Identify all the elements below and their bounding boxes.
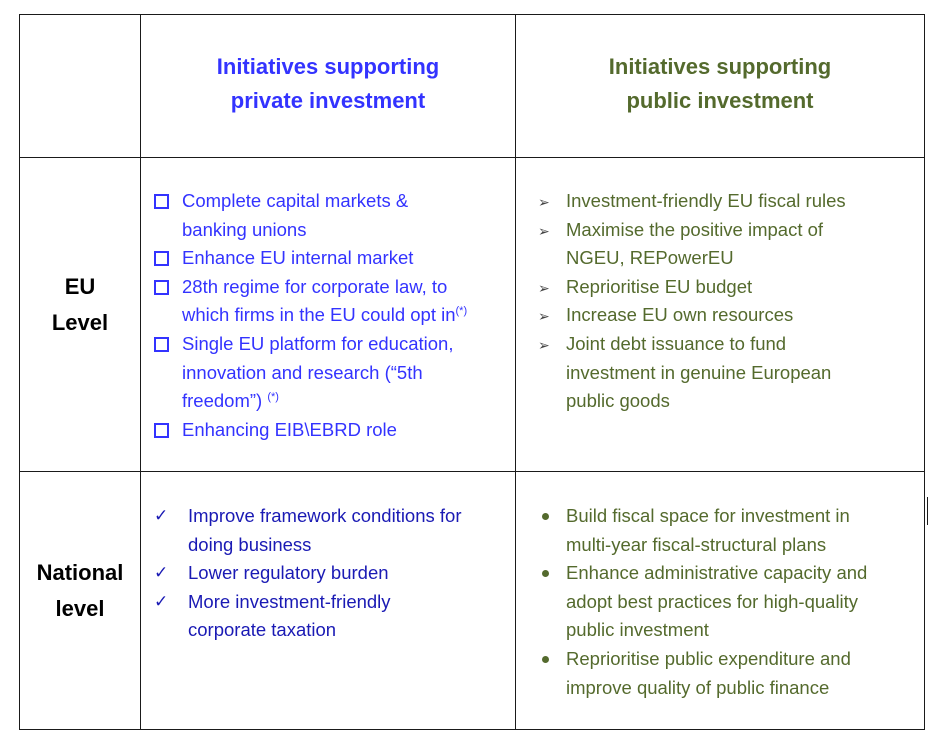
national-private-list [154,502,509,645]
item-text: investment in genuine European [566,361,832,383]
row-label-national-level [20,472,140,731]
bullet-dot-icon [542,513,549,520]
header-public-investment [516,15,924,157]
list-item [154,330,509,416]
list-item [154,502,509,559]
list-item [538,330,918,416]
arrowhead-icon: ➢ [538,222,550,239]
item-text: NGEU, REPowerEU [566,247,734,269]
list-item [538,273,918,302]
eu-label-line2: Level [51,309,109,335]
header-private-investment [141,15,515,157]
item-text: Improve framework conditions for [188,505,462,526]
header-private-line1: Initiatives supporting [216,54,440,79]
national-label-line1: National [36,559,124,585]
checkmark-icon: ✓ [154,506,169,525]
item-text: public goods [566,390,670,412]
item-text: Reprioritise public expenditure and [566,647,851,669]
item-text: Investment-friendly EU fiscal rules [566,190,846,211]
cursor-edge-mark [927,497,928,525]
row-divider-2 [20,471,924,472]
row-divider-1 [20,157,924,158]
checkbox-square-icon [154,251,169,266]
item-text: public investment [566,619,709,641]
list-item [538,301,918,330]
item-text: innovation and research (“5th [182,361,423,383]
item-text: Increase EU own resources [566,304,794,326]
item-text: multi-year fiscal-structural plans [566,533,827,555]
item-text: Enhancing EIB\EBRD role [182,418,397,440]
list-item [538,502,922,559]
list-item [538,216,918,273]
list-item [538,559,922,645]
item-text: Enhance EU internal market [182,247,414,269]
eu-private-list [154,187,509,444]
eu-private-cell [154,187,509,444]
national-public-cell [538,502,922,702]
item-text: Complete capital markets & [182,190,409,211]
item-text: Build fiscal space for investment in [566,505,850,526]
arrowhead-icon: ➢ [538,336,550,353]
list-item [154,559,509,588]
header-public-line1: Initiatives supporting [608,54,832,79]
list-item [154,588,509,645]
item-text: Reprioritise EU budget [566,275,753,297]
item-text: Enhance administrative capacity and [566,562,868,584]
checkmark-icon: ✓ [154,563,169,583]
item-text: Single EU platform for education, [182,332,454,354]
item-text: improve quality of public finance [566,676,830,698]
national-public-list [538,502,922,702]
bullet-dot-icon [542,570,549,577]
item-text: which firms in the EU could opt in [182,304,456,326]
footnote-marker: (*) [267,391,279,404]
national-private-cell [154,502,509,645]
item-text: freedom”) [182,390,263,412]
list-item [154,416,509,445]
item-text: banking unions [182,218,307,240]
checkbox-square-icon [154,423,169,438]
header-private-line2: private investment [230,88,426,113]
eu-public-cell [538,187,918,416]
checkbox-square-icon [154,337,169,352]
arrowhead-icon: ➢ [538,194,550,210]
list-item [154,244,509,273]
footnote-marker: (*) [455,305,468,318]
header-public-line2: public investment [626,88,814,113]
item-text: Joint debt issuance to fund [566,332,787,354]
checkmark-icon: ✓ [154,591,169,611]
item-text: 28th regime for corporate law, to [182,275,448,297]
bullet-dot-icon [542,656,549,663]
item-text: Maximise the positive impact of [566,218,824,240]
investment-initiatives-table [19,14,925,730]
arrowhead-icon: ➢ [538,308,550,325]
item-text: Lower regulatory burden [188,562,389,584]
item-text: corporate taxation [188,619,337,641]
item-text: adopt best practices for high-quality [566,590,859,612]
item-text: doing business [188,533,312,555]
arrowhead-icon: ➢ [538,279,550,296]
item-text: More investment-friendly [188,590,391,612]
list-item [538,187,918,216]
list-item [154,187,509,244]
list-item [154,273,509,330]
checkbox-square-icon [154,194,169,209]
list-item [538,645,922,702]
national-label-line2: level [55,595,105,621]
checkbox-square-icon [154,280,169,295]
corner-cell [20,15,140,157]
eu-public-list [538,187,918,416]
eu-label-line1: EU [64,273,96,299]
row-label-eu-level [20,158,140,471]
